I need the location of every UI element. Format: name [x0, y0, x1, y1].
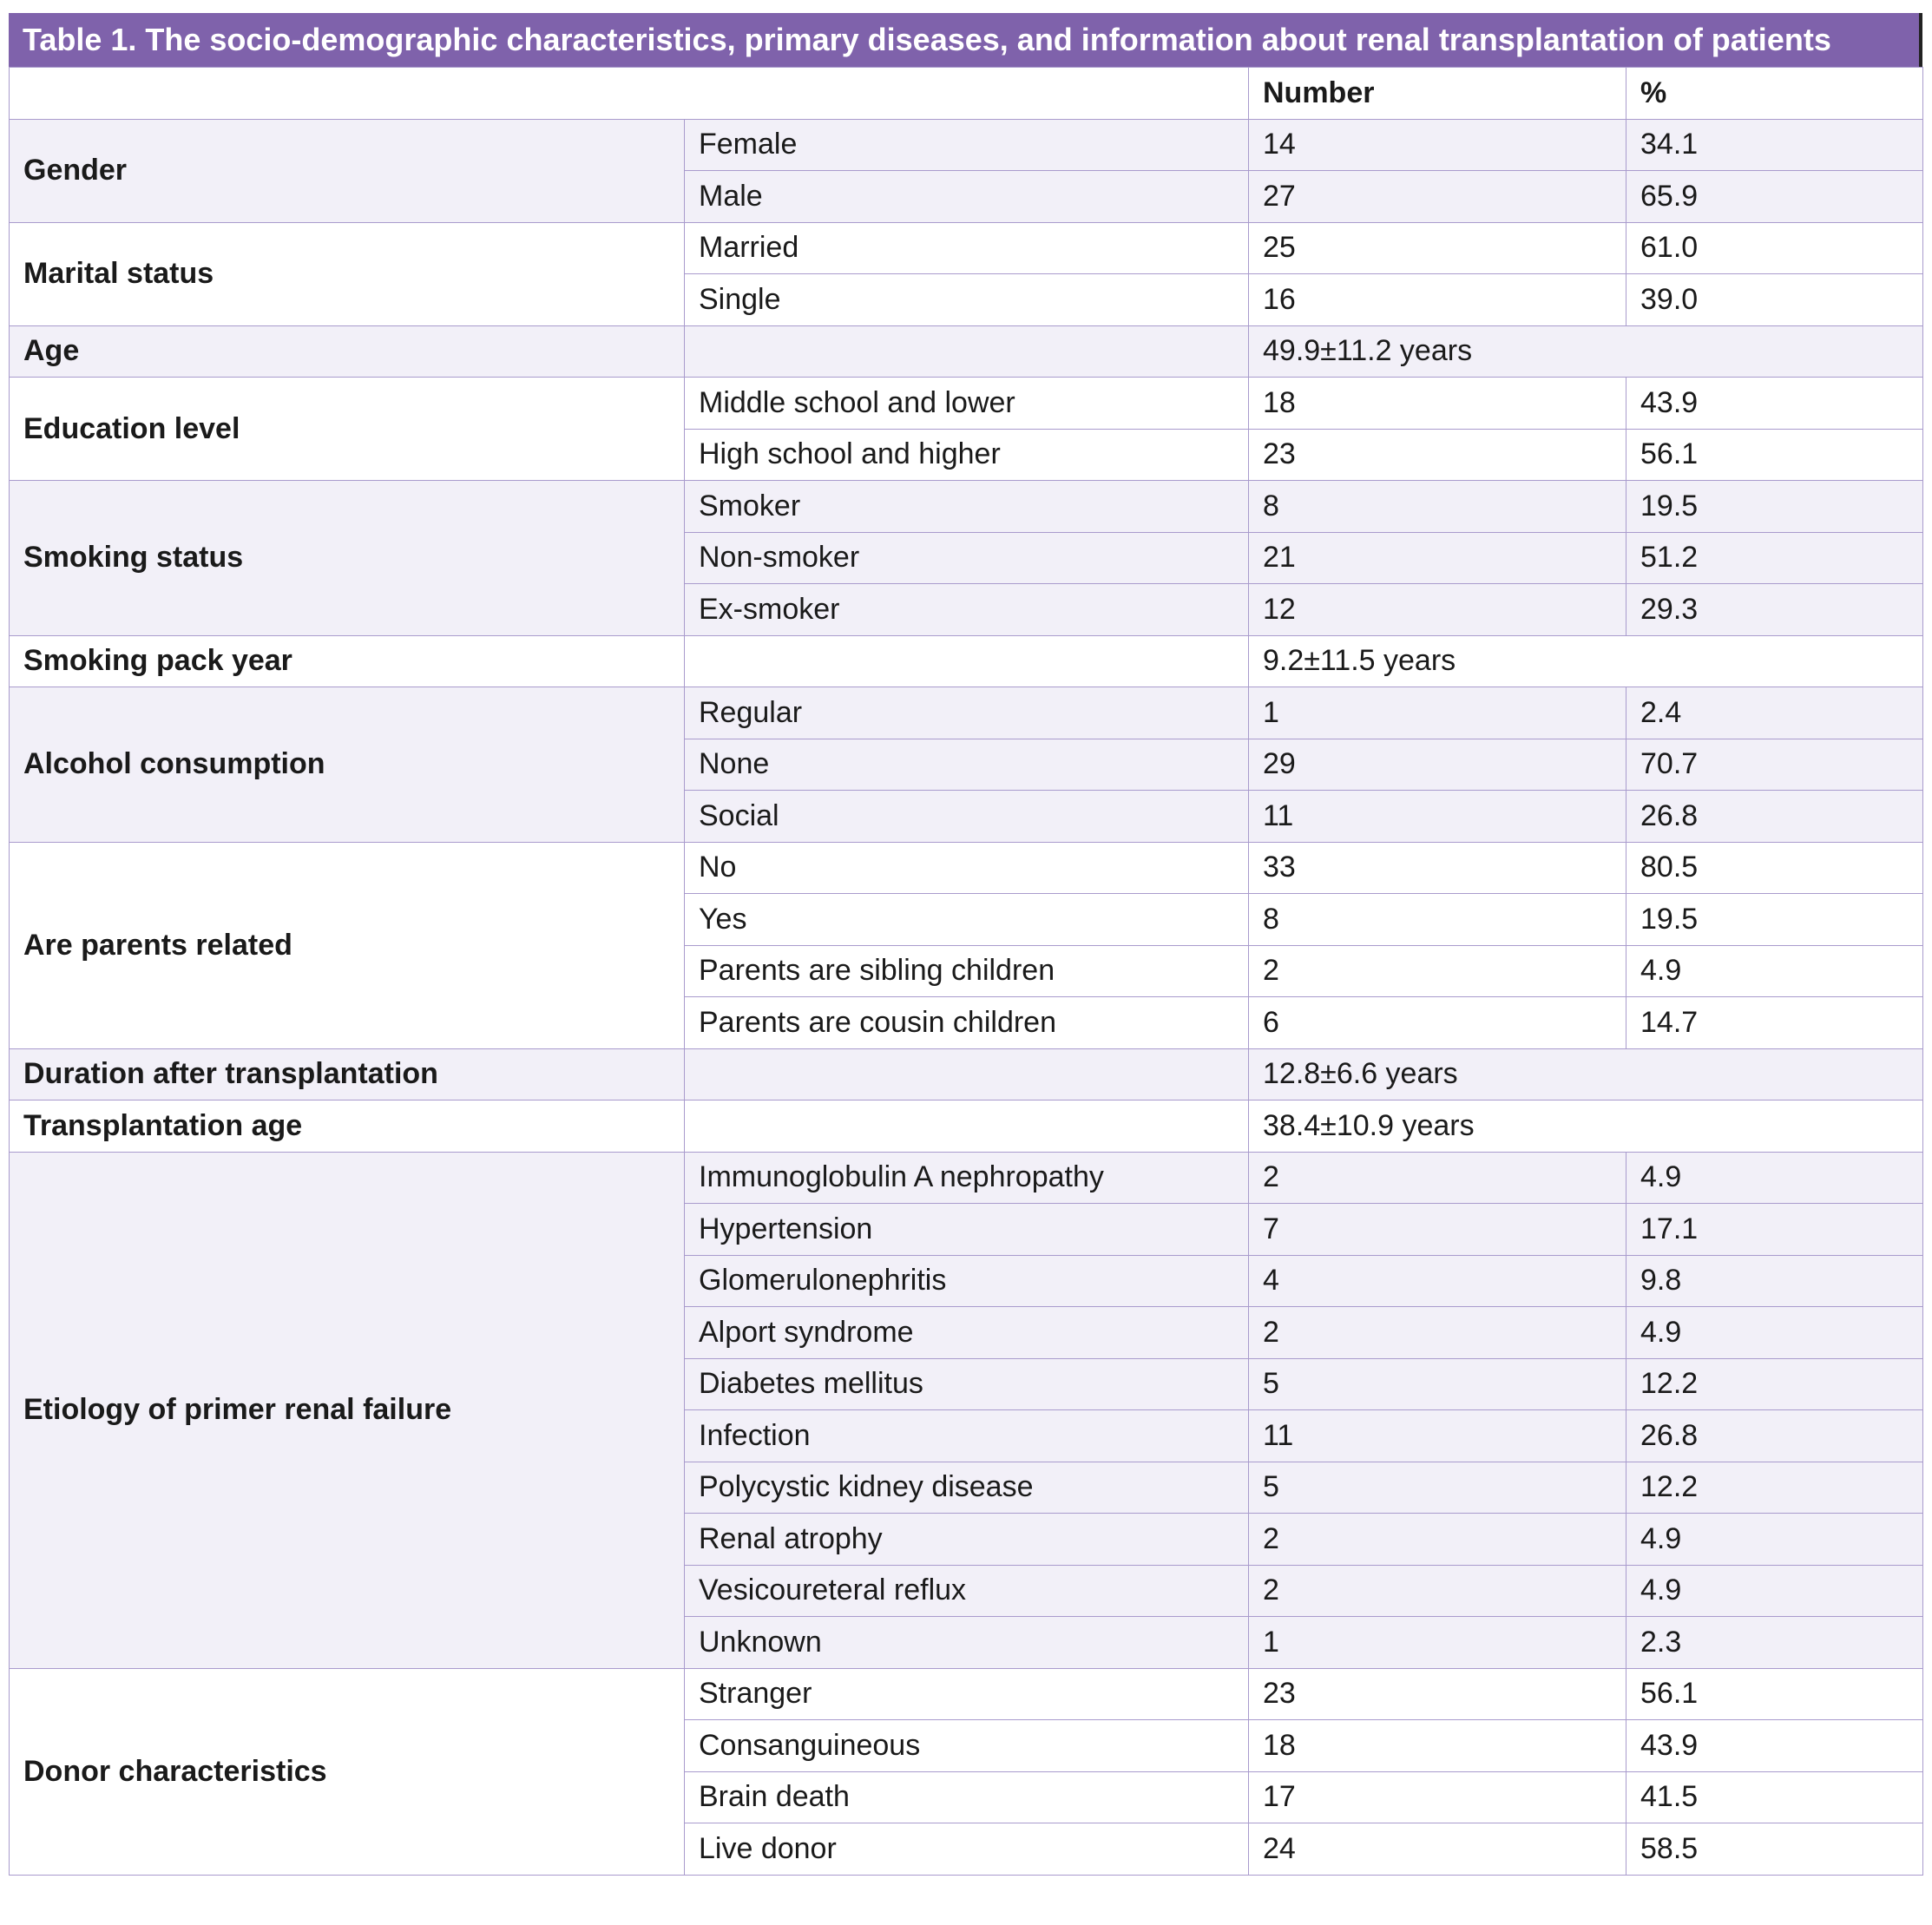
number-cell: 11 [1249, 1410, 1626, 1462]
empty-cell [685, 635, 1249, 687]
item-cell: Social [685, 791, 1249, 843]
group-label: Etiology of primer renal failure [10, 1152, 685, 1668]
item-cell: Parents are sibling children [685, 945, 1249, 997]
percent-cell: 19.5 [1626, 894, 1923, 946]
empty-cell [685, 1048, 1249, 1100]
number-cell: 8 [1249, 894, 1626, 946]
number-cell: 5 [1249, 1462, 1626, 1514]
item-cell: Renal atrophy [685, 1514, 1249, 1566]
item-cell: Regular [685, 687, 1249, 739]
item-cell: Vesicoureteral reflux [685, 1565, 1249, 1617]
number-cell: 2 [1249, 1307, 1626, 1359]
number-cell: 5 [1249, 1358, 1626, 1410]
table-body [10, 68, 1923, 1876]
percent-cell: 4.9 [1626, 945, 1923, 997]
percent-cell: 39.0 [1626, 274, 1923, 326]
number-cell: 16 [1249, 274, 1626, 326]
item-cell: Brain death [685, 1771, 1249, 1823]
table-row [10, 687, 1923, 739]
number-cell: 29 [1249, 739, 1626, 791]
number-cell: 2 [1249, 1152, 1626, 1204]
item-cell: Polycystic kidney disease [685, 1462, 1249, 1514]
data-table [9, 67, 1923, 1876]
item-cell: Glomerulonephritis [685, 1255, 1249, 1307]
header-percent: % [1626, 68, 1923, 120]
item-cell: Single [685, 274, 1249, 326]
item-cell: Parents are cousin children [685, 997, 1249, 1049]
table-row [10, 1100, 1923, 1153]
item-cell: None [685, 739, 1249, 791]
table-row [10, 481, 1923, 533]
item-cell: Non-smoker [685, 532, 1249, 584]
table-row [10, 842, 1923, 894]
percent-cell: 2.4 [1626, 687, 1923, 739]
item-cell: Diabetes mellitus [685, 1358, 1249, 1410]
item-cell: Consanguineous [685, 1720, 1249, 1772]
empty-cell [685, 1100, 1249, 1153]
percent-cell: 26.8 [1626, 791, 1923, 843]
item-cell: Married [685, 222, 1249, 274]
summary-cell: 49.9±11.2 years [1249, 325, 1923, 378]
percent-cell: 34.1 [1626, 119, 1923, 171]
table-row [10, 1152, 1923, 1204]
number-cell: 23 [1249, 429, 1626, 481]
percent-cell: 2.3 [1626, 1617, 1923, 1669]
number-cell: 1 [1249, 1617, 1626, 1669]
number-cell: 25 [1249, 222, 1626, 274]
number-cell: 12 [1249, 584, 1626, 636]
group-label: Smoking pack year [10, 635, 685, 687]
header-row [10, 68, 1923, 120]
percent-cell: 14.7 [1626, 997, 1923, 1049]
number-cell: 2 [1249, 945, 1626, 997]
table-row [10, 635, 1923, 687]
number-cell: 33 [1249, 842, 1626, 894]
item-cell: Hypertension [685, 1204, 1249, 1256]
percent-cell: 43.9 [1626, 378, 1923, 430]
item-cell: Stranger [685, 1668, 1249, 1720]
table-row [10, 1048, 1923, 1100]
item-cell: Male [685, 171, 1249, 223]
item-cell: Yes [685, 894, 1249, 946]
item-cell: Immunoglobulin A nephropathy [685, 1152, 1249, 1204]
summary-cell: 9.2±11.5 years [1249, 635, 1923, 687]
percent-cell: 29.3 [1626, 584, 1923, 636]
number-cell: 2 [1249, 1514, 1626, 1566]
percent-cell: 51.2 [1626, 532, 1923, 584]
percent-cell: 9.8 [1626, 1255, 1923, 1307]
table-row [10, 378, 1923, 430]
percent-cell: 80.5 [1626, 842, 1923, 894]
percent-cell: 41.5 [1626, 1771, 1923, 1823]
item-cell: Middle school and lower [685, 378, 1249, 430]
number-cell: 21 [1249, 532, 1626, 584]
table-caption: Table 1. The socio-demographic characteristics, primary diseases, and information about renal transplantation of patients [9, 13, 1922, 67]
group-label: Smoking status [10, 481, 685, 636]
number-cell: 18 [1249, 1720, 1626, 1772]
percent-cell: 65.9 [1626, 171, 1923, 223]
percent-cell: 4.9 [1626, 1152, 1923, 1204]
number-cell: 27 [1249, 171, 1626, 223]
item-cell: Unknown [685, 1617, 1249, 1669]
number-cell: 24 [1249, 1823, 1626, 1876]
number-cell: 6 [1249, 997, 1626, 1049]
table-row [10, 222, 1923, 274]
percent-cell: 4.9 [1626, 1307, 1923, 1359]
group-label: Transplantation age [10, 1100, 685, 1153]
percent-cell: 26.8 [1626, 1410, 1923, 1462]
table-row [10, 325, 1923, 378]
percent-cell: 4.9 [1626, 1514, 1923, 1566]
percent-cell: 12.2 [1626, 1462, 1923, 1514]
header-empty-cell [10, 68, 1249, 120]
group-label: Marital status [10, 222, 685, 325]
number-cell: 7 [1249, 1204, 1626, 1256]
percent-cell: 70.7 [1626, 739, 1923, 791]
group-label: Education level [10, 378, 685, 481]
group-label: Duration after transplantation [10, 1048, 685, 1100]
number-cell: 1 [1249, 687, 1626, 739]
number-cell: 18 [1249, 378, 1626, 430]
percent-cell: 56.1 [1626, 1668, 1923, 1720]
percent-cell: 4.9 [1626, 1565, 1923, 1617]
item-cell: Smoker [685, 481, 1249, 533]
item-cell: Ex-smoker [685, 584, 1249, 636]
summary-cell: 38.4±10.9 years [1249, 1100, 1923, 1153]
number-cell: 17 [1249, 1771, 1626, 1823]
group-label: Donor characteristics [10, 1668, 685, 1875]
item-cell: High school and higher [685, 429, 1249, 481]
percent-cell: 56.1 [1626, 429, 1923, 481]
number-cell: 23 [1249, 1668, 1626, 1720]
number-cell: 8 [1249, 481, 1626, 533]
percent-cell: 58.5 [1626, 1823, 1923, 1876]
table-row [10, 119, 1923, 171]
percent-cell: 17.1 [1626, 1204, 1923, 1256]
table-row [10, 1668, 1923, 1720]
percent-cell: 61.0 [1626, 222, 1923, 274]
empty-cell [685, 325, 1249, 378]
summary-cell: 12.8±6.6 years [1249, 1048, 1923, 1100]
header-number: Number [1249, 68, 1626, 120]
item-cell: Alport syndrome [685, 1307, 1249, 1359]
group-label: Are parents related [10, 842, 685, 1048]
percent-cell: 12.2 [1626, 1358, 1923, 1410]
item-cell: Female [685, 119, 1249, 171]
group-label: Age [10, 325, 685, 378]
item-cell: Live donor [685, 1823, 1249, 1876]
group-label: Gender [10, 119, 685, 222]
percent-cell: 43.9 [1626, 1720, 1923, 1772]
number-cell: 2 [1249, 1565, 1626, 1617]
item-cell: No [685, 842, 1249, 894]
number-cell: 4 [1249, 1255, 1626, 1307]
group-label: Alcohol consumption [10, 687, 685, 843]
percent-cell: 19.5 [1626, 481, 1923, 533]
number-cell: 11 [1249, 791, 1626, 843]
number-cell: 14 [1249, 119, 1626, 171]
item-cell: Infection [685, 1410, 1249, 1462]
